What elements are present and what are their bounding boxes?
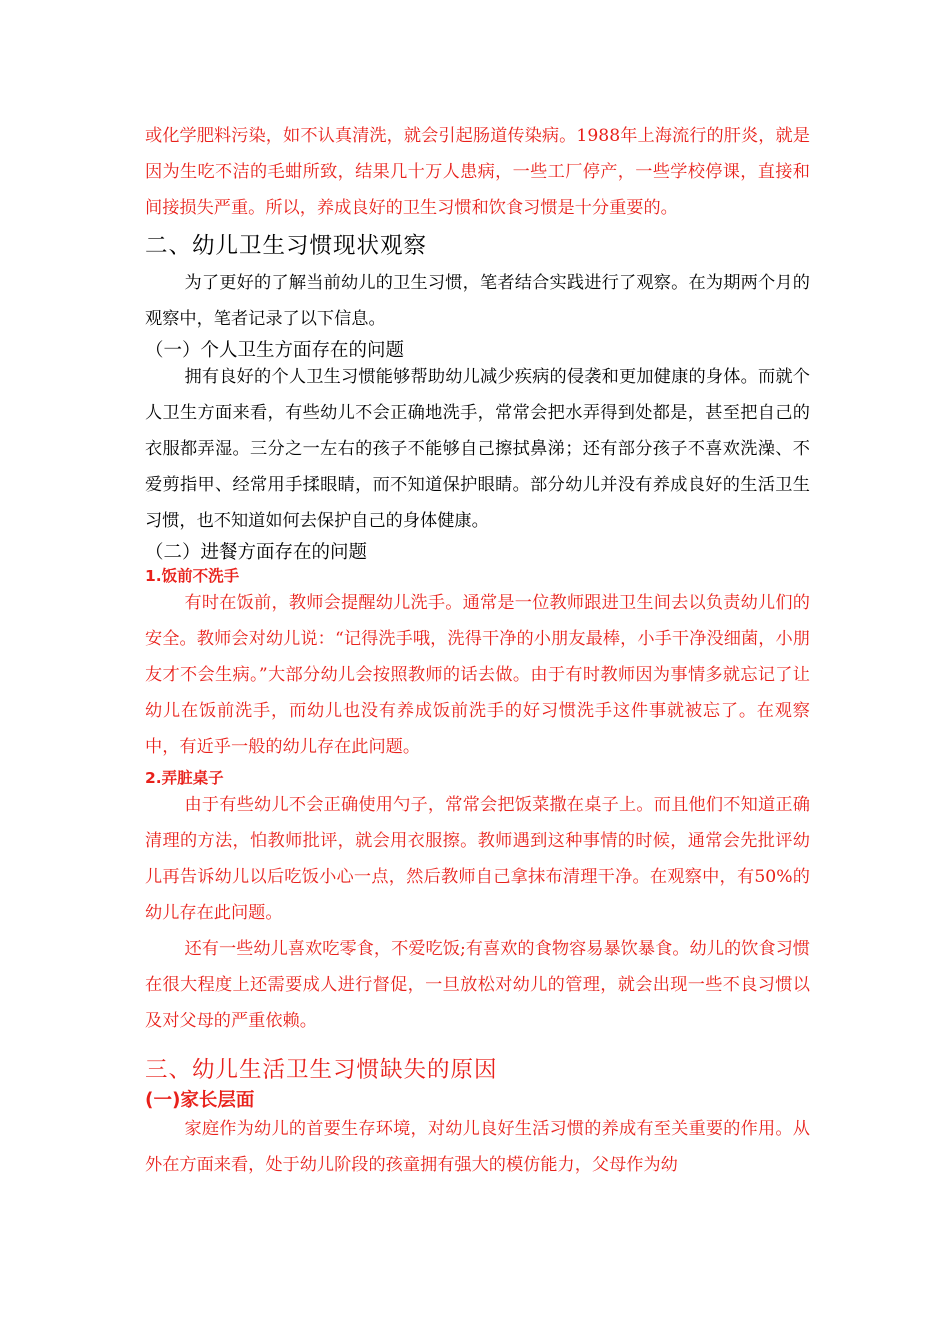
subsection-parents-heading: (一)家长层面: [145, 1090, 255, 1111]
document-page: [145, 118, 810, 1183]
subsection-personal-hygiene-text: 拥有良好的个人卫生习惯能够帮助幼儿减少疾病的侵袭和更加健康的身体。而就个人卫生方面来看，有些幼儿不会正确地洗手，常常会把水弄得到处都是，甚至把自己的衣服都弄湿。三分之一左右的孩子不能够自己擦拭鼻涕；还有部分孩子不喜欢洗澡、不爱剪指甲、经常用手揉眼睛，而不知道保护眼睛。部分幼儿并没有养成良好的生活卫生习惯，也不知道如何去保护自己的身体健康。: [145, 367, 810, 531]
intro-paragraph: 或化学肥料污染，如不认真清洗，就会引起肠道传染病。1988年上海流行的肝炎，就是因为生吃不洁的毛蚶所致，结果几十万人患病，一些工厂停产，一些学校停课，直接和间接损失严重。所以，养成良好的卫生习惯和饮食习惯是十分重要的。: [145, 126, 810, 218]
item-dirty-table-text: 由于有些幼儿不会正确使用勺子，常常会把饭菜撒在桌子上。而且他们不知道正确清理的方法，怕教师批评，就会用衣服擦。教师遇到这种事情的时候，通常会先批评幼儿再告诉幼儿以后吃饭小心一点，然后教师自己拿抹布清理干净。在观察中，有50%的幼儿存在此问题。: [145, 795, 810, 923]
section-2-intro: 为了更好的了解当前幼儿的卫生习惯，笔者结合实践进行了观察。在为期两个月的观察中，笔者记录了以下信息。: [145, 273, 810, 329]
item-snacks-text: 还有一些幼儿喜欢吃零食，不爱吃饭;有喜欢的食物容易暴饮暴食。幼儿的饮食习惯在很大程度上还需要成人进行督促，一旦放松对幼儿的管理，就会出现一些不良习惯以及对父母的严重依赖。: [145, 939, 810, 1031]
subsection-parents-text: 家庭作为幼儿的首要生存环境，对幼儿良好生活习惯的养成有至关重要的作用。从外在方面来看，处于幼儿阶段的孩童拥有强大的模仿能力，父母作为幼: [145, 1119, 810, 1175]
section-3-heading: 三、幼儿生活卫生习惯缺失的原因: [145, 1057, 498, 1083]
item-handwashing-heading: 1.饭前不洗手: [145, 567, 240, 585]
section-2-heading: 二、幼儿卫生习惯现状观察: [145, 233, 428, 259]
item-dirty-table-heading: 2.弄脏桌子: [145, 769, 224, 787]
subsection-personal-hygiene-heading: （一）个人卫生方面存在的问题: [145, 340, 405, 361]
subsection-dining-heading: （二）进餐方面存在的问题: [145, 542, 368, 563]
item-handwashing-text: 有时在饭前，教师会提醒幼儿洗手。通常是一位教师跟进卫生间去以负责幼儿们的安全。教师会对幼儿说：“记得洗手哦，洗得干净的小朋友最棒，小手干净没细菌，小朋友才不会生病。”大部分幼儿会按照教师的话去做。由于有时教师因为事情多就忘记了让幼儿在饭前洗手，而幼儿也没有养成饭前洗手的好习惯洗手这件事就被忘了。在观察中，有近乎一般的幼儿存在此问题。: [145, 593, 810, 757]
